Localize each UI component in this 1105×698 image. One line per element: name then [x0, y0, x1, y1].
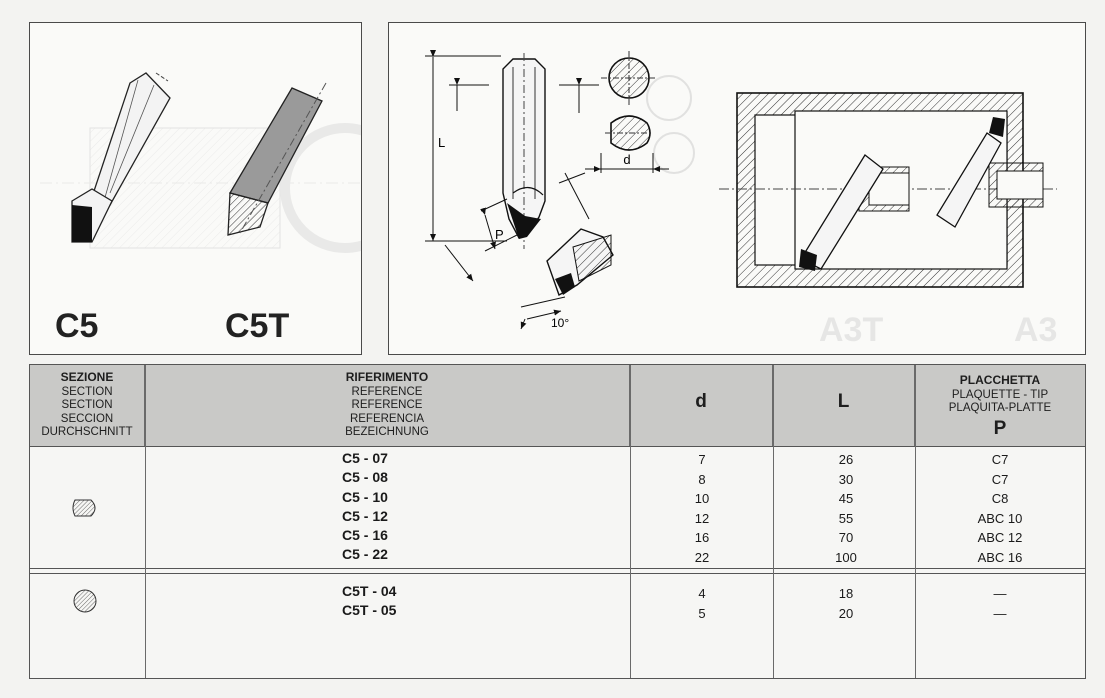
header-divider: [30, 446, 1085, 447]
d-value: 8: [698, 471, 706, 487]
header-section-en: SECTION: [61, 385, 113, 398]
header-reference-fr: REFERENCE: [351, 399, 423, 411]
header-section-es: SECCION: [60, 412, 114, 425]
d-value: 7: [698, 452, 706, 467]
header-section: [30, 365, 145, 446]
l-value: 20: [838, 605, 854, 621]
tip-value: ABC 10: [977, 510, 1023, 526]
l-value: 45: [838, 491, 854, 506]
l-value: 100: [835, 549, 857, 565]
c5-d-values: [682, 450, 722, 567]
p-dimension-label: P: [495, 227, 504, 242]
c5t-label: C5T: [225, 307, 290, 345]
group-divider-top: [30, 568, 1085, 569]
figure-panel-dimensions: [388, 22, 1086, 355]
dimension-drawing: [389, 23, 1085, 354]
header-section-de: DURCHSCHNITT: [41, 426, 133, 438]
tip-value: —: [993, 586, 1007, 601]
d-value: 22: [694, 549, 710, 565]
column-divider: [145, 365, 146, 678]
group-divider-bottom: [30, 573, 1085, 574]
l-value: 30: [838, 471, 854, 487]
l-value: 18: [838, 586, 854, 601]
header-tip-es-de: PLAQUITA-PLATTE: [948, 402, 1052, 414]
header-reference-en: REFERENCE: [351, 385, 423, 398]
header-tip-it: PLACCHETTA: [959, 373, 1041, 387]
reference-c5-08: C5 - 08: [342, 469, 388, 486]
c5-label: C5: [55, 307, 99, 345]
l-value: 70: [838, 530, 854, 545]
column-divider: [773, 365, 774, 678]
reference-c5-16: C5 - 16: [342, 527, 388, 544]
header-tip: [915, 365, 1085, 446]
header-d-label: d: [695, 391, 707, 412]
header-l: [773, 365, 915, 446]
header-section-it: SEZIONE: [60, 370, 114, 384]
reference-c5-12: C5 - 12: [342, 507, 388, 524]
reference-c5-07: C5 - 07: [342, 450, 388, 466]
c5t-l-values: [822, 584, 870, 623]
header-reference-de: BEZEICHNUNG: [345, 426, 429, 438]
tool-side-view: [503, 53, 545, 249]
svg-text:A3T: A3T: [819, 311, 884, 349]
tip-value: C7: [991, 452, 1009, 467]
header-reference: [145, 365, 630, 446]
d-value: 4: [698, 586, 706, 601]
column-divider: [915, 365, 916, 678]
header-section-fr: SECTION: [61, 399, 113, 411]
header-reference-es: REFERENCIA: [349, 412, 425, 425]
d-value: 12: [694, 510, 710, 526]
column-divider: [630, 365, 631, 678]
reference-c5-10: C5 - 10: [342, 488, 388, 505]
l-value: 26: [838, 452, 854, 467]
half-flat-round-hatched-icon: [71, 496, 101, 520]
angle-label: 10°: [551, 316, 570, 330]
figure-panel-c5-c5t: [29, 22, 362, 355]
header-l-label: L: [837, 391, 850, 412]
reference-c5t-04: C5T - 04: [342, 583, 397, 599]
svg-text:A3: A3: [1014, 311, 1058, 349]
header-reference-it: RIFERIMENTO: [345, 370, 429, 384]
specification-table: [29, 364, 1086, 679]
c5-tip-values: [950, 450, 1050, 567]
reference-c5t-05: C5T - 05: [342, 602, 397, 619]
d-value: 5: [698, 605, 706, 621]
l-value: 55: [838, 510, 854, 526]
d-value: 10: [694, 491, 710, 506]
header-tip-fr-en: PLAQUETTE - TIP: [951, 388, 1049, 401]
cross-section-round: [601, 51, 657, 105]
c5-references: [342, 449, 388, 565]
tip-value: C8: [991, 491, 1009, 506]
reference-c5-22: C5 - 22: [342, 546, 388, 563]
length-dimension: [425, 56, 507, 241]
header-tip-symbol: P: [993, 417, 1007, 439]
header-d: [630, 365, 773, 446]
round-hatched-icon: [71, 587, 99, 615]
application-example: [719, 93, 1057, 287]
l-dimension-label: L: [438, 135, 446, 150]
c5t-tip-values: [950, 584, 1050, 623]
tip-value: —: [993, 605, 1007, 621]
d-dimension-label: d: [623, 152, 631, 167]
c5-c5t-drawing: [30, 23, 361, 354]
d-value: 16: [694, 530, 710, 545]
tip-value: ABC 12: [977, 530, 1023, 545]
cross-section-flat: [605, 116, 653, 150]
c5t-d-values: [682, 584, 722, 623]
tip-dimension: [445, 199, 517, 281]
c5t-references: [342, 582, 396, 621]
c5-l-values: [822, 450, 870, 567]
tip-value: ABC 16: [977, 549, 1023, 565]
tip-value: C7: [991, 471, 1009, 487]
